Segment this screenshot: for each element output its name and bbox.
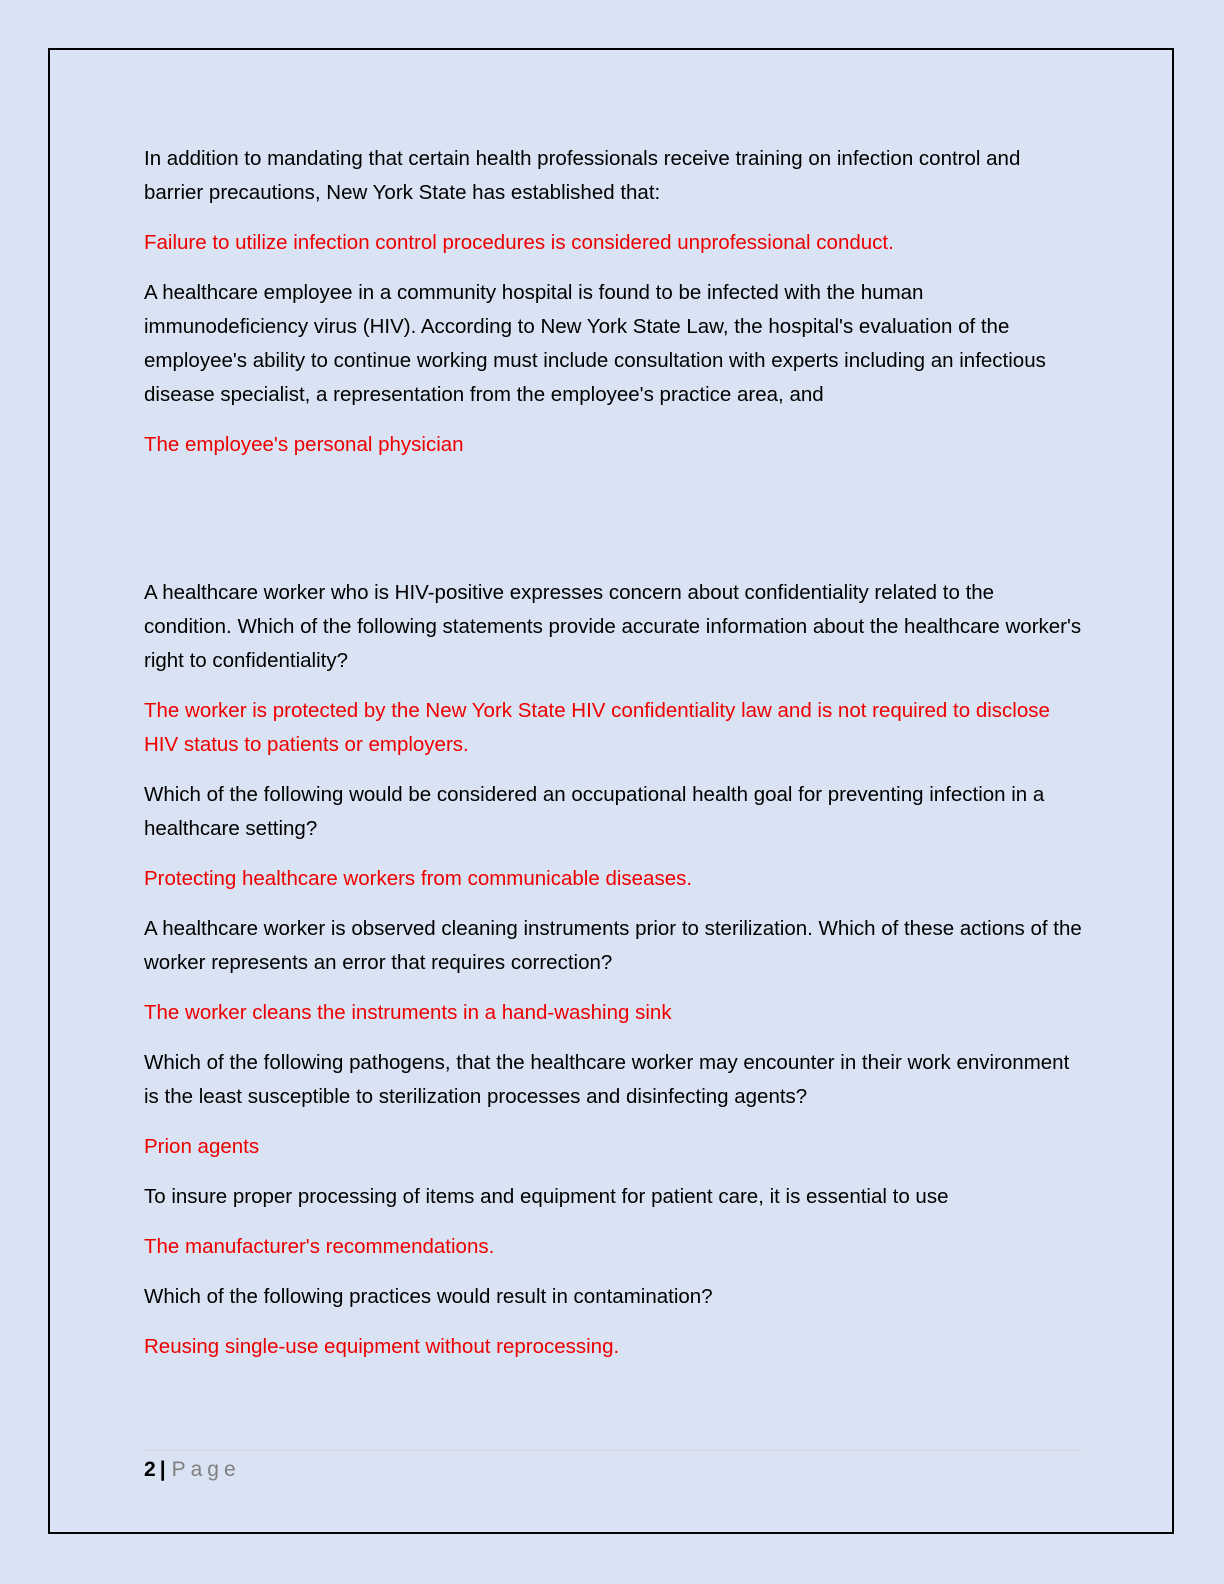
question-2: A healthcare employee in a community hospital is found to be infected with the human immunodeficiency virus (HIV). According to New York State Law, the hospital's evaluation of the employee's ability to continue working must include consultation with experts including an infectious disease specialist, a representation from the employee's practice area, and — [144, 281, 1046, 406]
page-footer — [144, 1456, 241, 1484]
answer-4: Protecting healthcare workers from communicable diseases. — [144, 867, 693, 890]
answer-7: The manufacturer's recommendations. — [144, 1235, 495, 1258]
answer-3: The worker is protected by the New York State HIV confidentiality law and is not required to disclose HIV status to patients or employers. — [144, 699, 1050, 756]
answer-5: The worker cleans the instruments in a hand-washing sink — [144, 1001, 672, 1024]
answer-6: Prion agents — [144, 1135, 260, 1158]
question-1: In addition to mandating that certain health professionals receive training on infection control and barrier precautions, New York State has established that: — [144, 147, 1021, 204]
answer-1: Failure to utilize infection control procedures is considered unprofessional conduct. — [144, 231, 894, 254]
blank-gap — [144, 478, 1084, 576]
page-label: Page — [171, 1458, 241, 1481]
footer-separator: | — [159, 1458, 166, 1481]
footer-divider — [144, 1450, 1084, 1451]
question-7: To insure proper processing of items and equipment for patient care, it is essential to use — [144, 1185, 949, 1208]
question-3: A healthcare worker who is HIV-positive expresses concern about confidentiality related to the condition. Which of the following statements provide accurate information about the healthcare worker's right to confidentiality? — [144, 581, 1082, 672]
question-6: Which of the following pathogens, that the healthcare worker may encounter in their work environment is the least susceptible to sterilization processes and disinfecting agents? — [144, 1051, 1070, 1108]
question-4: Which of the following would be considered an occupational health goal for preventing infection in a healthcare setting? — [144, 783, 1045, 840]
document-body — [144, 142, 1084, 1380]
answer-2: The employee's personal physician — [144, 433, 464, 456]
question-5: A healthcare worker is observed cleaning instruments prior to sterilization. Which of these actions of the worker represents an error that requires correction? — [144, 917, 1082, 974]
question-8: Which of the following practices would result in contamination? — [144, 1285, 713, 1308]
page-number: 2 — [144, 1458, 156, 1481]
answer-8: Reusing single-use equipment without reprocessing. — [144, 1335, 620, 1358]
